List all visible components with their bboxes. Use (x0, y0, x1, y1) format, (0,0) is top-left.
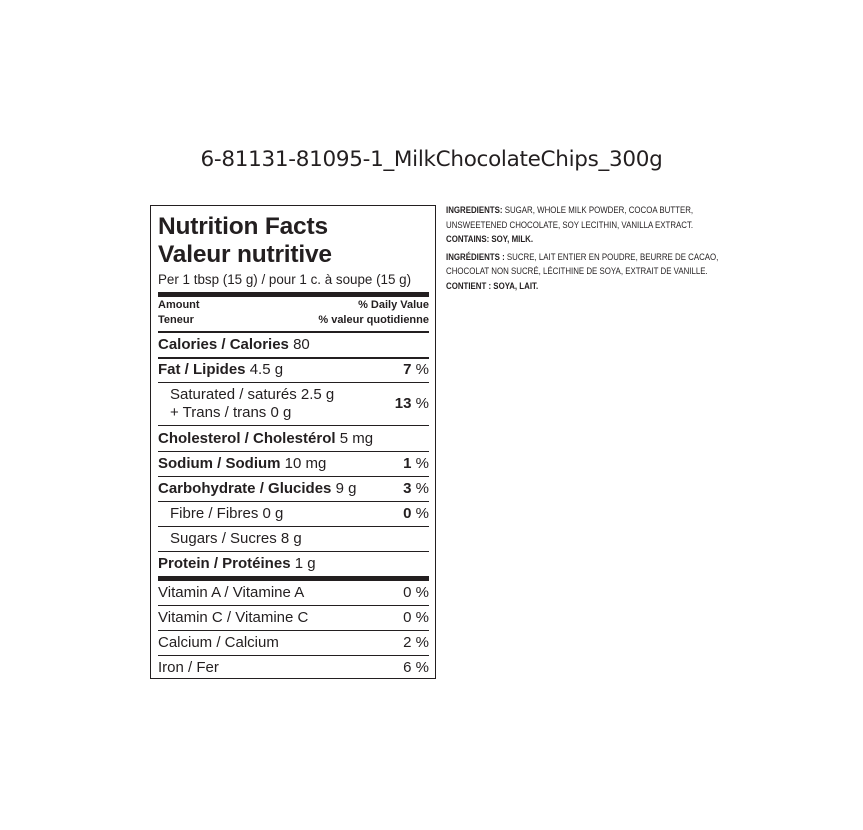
rule-after-sugars (158, 551, 429, 552)
calcium-row (158, 634, 429, 651)
vitamin-c-label: Vitamin C / Vitamine C (158, 609, 309, 626)
saturated-dv: 13 (394, 395, 412, 412)
sugars-label: Sugars / Sucres 8 g (170, 530, 302, 547)
amount-label-en: Amount (158, 299, 200, 311)
sodium-dv-sign: % (415, 455, 429, 472)
cholesterol-label: Cholesterol / Cholestérol (158, 430, 336, 447)
vitamin-c-row (158, 609, 429, 626)
ingredients-french (446, 251, 720, 295)
ingredients-text-fr: SUCRE, LAIT ENTIER EN POUDRE, BEURRE DE CACAO, CHOCOLAT NON SUCRÉ, LÉCITHINE DE SOYA, EXTRAIT DE VANILLE. (446, 251, 719, 278)
vitamin-a-row (158, 584, 429, 601)
rule-after-saturated (158, 425, 429, 426)
sodium-row (158, 455, 429, 472)
rule-after-fat (158, 382, 429, 383)
rule-after-fibre (158, 526, 429, 527)
nutrition-facts-panel (150, 205, 436, 679)
ingredients-label-fr: INGRÉDIENTS : (446, 251, 505, 263)
carbohydrate-value: 9 g (335, 480, 357, 497)
rule-after-sodium (158, 476, 429, 477)
fibre-label: Fibre / Fibres 0 g (170, 505, 284, 522)
calcium-label: Calcium / Calcium (158, 634, 279, 651)
daily-value-label-en: % Daily Value (358, 299, 429, 311)
fat-label: Fat / Lipides (158, 361, 246, 378)
trans-row (170, 404, 429, 421)
ingredients-label-en: INGREDIENTS: (446, 205, 503, 216)
rule-after-vitamin-a (158, 605, 429, 606)
thick-rule-bottom (158, 576, 429, 581)
sodium-dv: 1 (403, 455, 412, 472)
ingredients-english (446, 204, 720, 248)
fat-dv: 7 (403, 361, 412, 378)
title-english: Nutrition Facts (158, 213, 328, 240)
saturated-dv-sign: % (415, 395, 429, 412)
file-title: 6-81131-81095-1_MilkChocolateChips_300g (200, 147, 663, 172)
fibre-dv: 0 (403, 505, 412, 522)
calories-label: Calories / Calories (158, 336, 289, 353)
rule-after-carbohydrate (158, 501, 429, 502)
sugars-row (170, 530, 429, 547)
calories-value: 80 (293, 336, 310, 353)
trans-label: + Trans / trans 0 g (170, 404, 292, 421)
rule-after-cholesterol (158, 451, 429, 452)
rule-after-vitamin-c (158, 630, 429, 631)
protein-value: 1 g (294, 555, 316, 572)
saturated-row (170, 386, 429, 403)
contains-en: CONTAINS: SOY, MILK. (446, 234, 534, 246)
amount-label-fr: Teneur (158, 314, 194, 326)
serving-size: Per 1 tbsp (15 g) / pour 1 c. à soupe (15 g) (158, 272, 412, 287)
fat-value: 4.5 g (249, 361, 284, 378)
iron-label: Iron / Fer (158, 659, 219, 676)
sodium-value: 10 mg (284, 455, 327, 472)
rule-after-calcium (158, 655, 429, 656)
vitamin-a-dv: 0 % (403, 584, 429, 601)
carbohydrate-dv: 3 (403, 480, 412, 497)
fibre-row (170, 505, 429, 522)
daily-value-label-fr: % valeur quotidienne (318, 314, 429, 326)
rule-after-header (158, 331, 429, 333)
fat-row (158, 361, 429, 378)
carbohydrate-row (158, 480, 429, 497)
cholesterol-row (158, 430, 429, 447)
cholesterol-value: 5 mg (339, 430, 374, 447)
calories-row (158, 336, 429, 353)
calcium-dv: 2 % (403, 634, 429, 651)
vitamin-a-label: Vitamin A / Vitamine A (158, 584, 305, 601)
contains-fr: CONTIENT : SOYA, LAIT. (446, 280, 539, 292)
ingredients-text-en: SUGAR, WHOLE MILK POWDER, COCOA BUTTER, UNSWEETENED CHOCOLATE, SOY LECITHIN, VANILLA EXTRACT. (446, 205, 694, 231)
rule-after-calories (158, 357, 429, 359)
fibre-dv-sign: % (415, 505, 429, 522)
iron-row (158, 659, 429, 676)
carbohydrate-label: Carbohydrate / Glucides (158, 480, 332, 497)
protein-label: Protein / Protéines (158, 555, 291, 572)
protein-row (158, 555, 429, 572)
title-french: Valeur nutritive (158, 241, 332, 268)
iron-dv: 6 % (403, 659, 429, 676)
saturated-label: Saturated / saturés 2.5 g (170, 386, 335, 403)
carbohydrate-dv-sign: % (415, 480, 429, 497)
ingredients-block (446, 204, 720, 298)
thick-rule-top (158, 292, 429, 297)
sodium-label: Sodium / Sodium (158, 455, 281, 472)
fat-dv-sign: % (415, 361, 429, 378)
vitamin-c-dv: 0 % (403, 609, 429, 626)
